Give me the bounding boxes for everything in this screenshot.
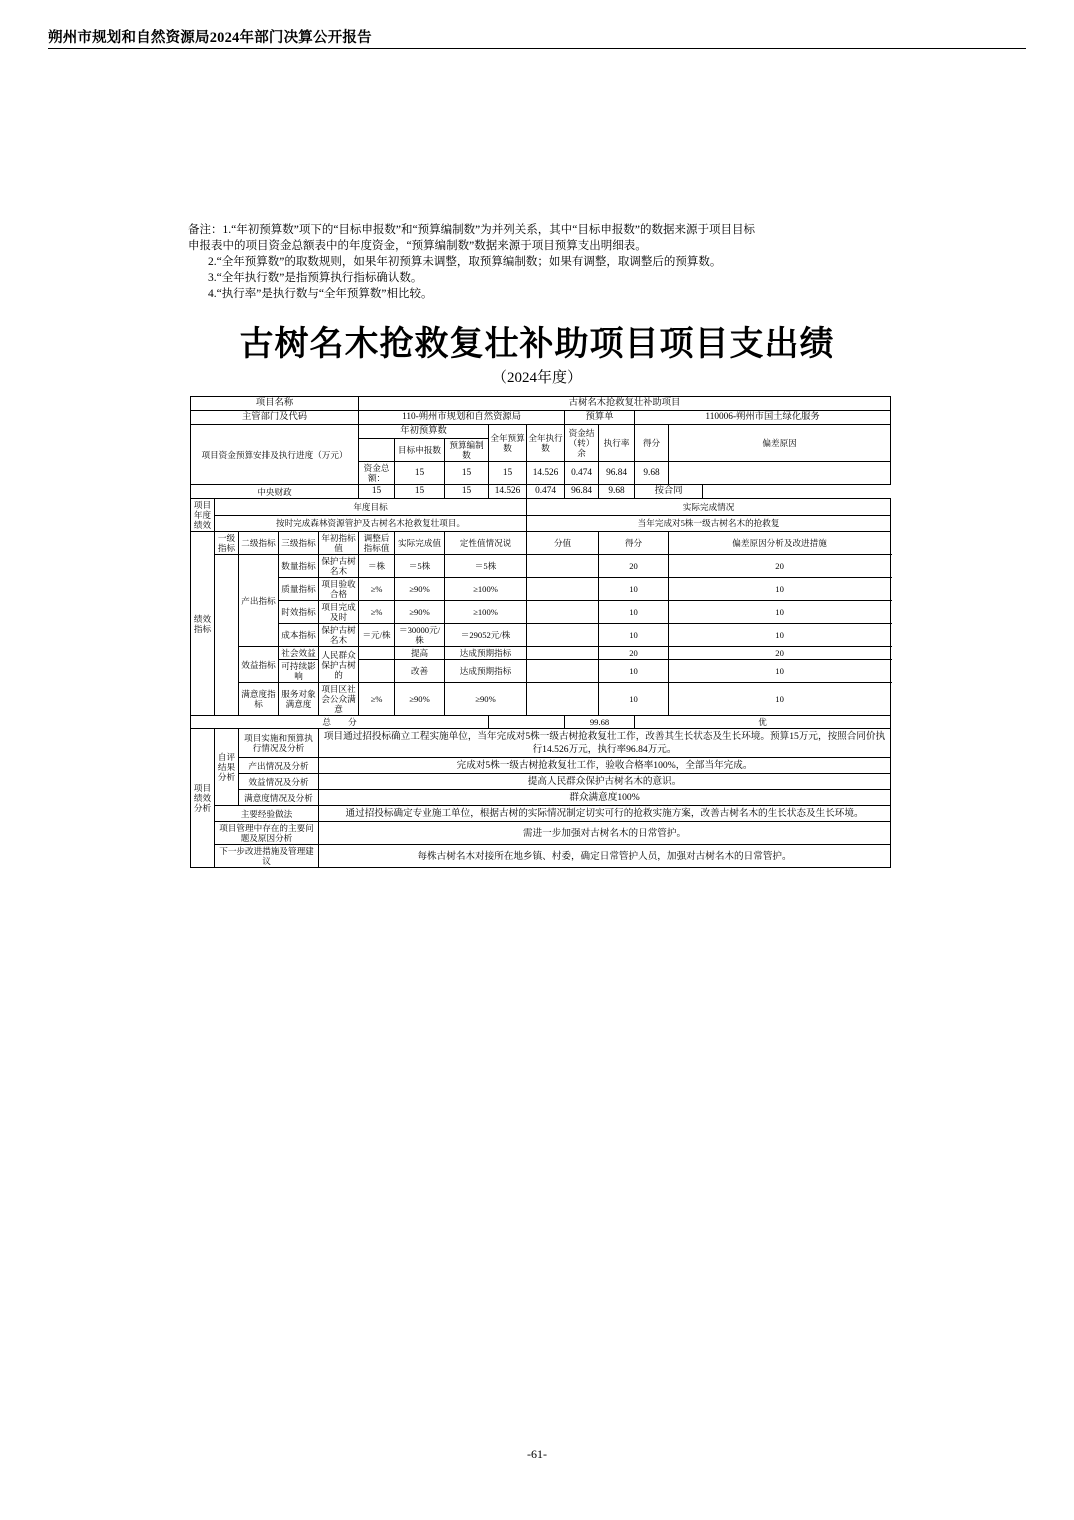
indicator-l3b: 保护古树名木 xyxy=(319,555,359,578)
indicator-v7 xyxy=(527,555,599,578)
indicator-v6: ＝5株 xyxy=(445,555,527,578)
indicator-v6: ≥100% xyxy=(445,601,527,624)
page-subtitle: （2024年度） xyxy=(491,370,582,386)
table-row xyxy=(191,683,891,716)
ind-col3-head: 三级指标 xyxy=(279,532,319,555)
actual-head: 实际完成情况 xyxy=(527,499,891,516)
table-row xyxy=(191,411,891,425)
money-row2-balance: 0.474 xyxy=(527,485,565,499)
money-row-year-budget: 15 xyxy=(489,462,527,485)
indicator-v8: 10 xyxy=(599,624,669,647)
running-header: 朔州市规划和自然资源局2024年部门决算公开报告 xyxy=(48,30,372,46)
indicator-v9: 10 xyxy=(669,624,891,647)
analysis-row-label: 产出情况及分析 xyxy=(239,758,319,774)
money-row2-budget: 15 xyxy=(395,485,445,499)
analysis-row-label: 满意度情况及分析 xyxy=(239,790,319,806)
analysis-row-text: 提高人民群众保护古树名木的意识。 xyxy=(319,774,891,790)
indicator-v8: 10 xyxy=(599,578,669,601)
note-line-1: 备注：1.“年初预算数”项下的“目标申报数”和“预算编制数”为并列关系，其中“目标申报数”的数据来源于项目目标 xyxy=(188,224,755,236)
header-divider xyxy=(48,48,1026,49)
indicator-v7 xyxy=(527,683,599,716)
indicator-v8: 10 xyxy=(599,683,669,716)
indicator-v5: ≥90% xyxy=(395,683,445,716)
indicator-v4 xyxy=(359,647,395,660)
dept-value: 110-朔州市规划和自然资源局 xyxy=(359,411,565,425)
total-score: 99.68 xyxy=(565,716,635,729)
indicator-l3a: 服务对象满意度 xyxy=(279,683,319,716)
indicator-v5: 提高 xyxy=(395,647,445,660)
money-row2-year-exec: 14.526 xyxy=(489,485,527,499)
table-row xyxy=(191,532,891,555)
money-row-score: 9.68 xyxy=(635,462,669,485)
indicator-v6: 达成预期指标 xyxy=(445,660,527,683)
extra-row-text: 每株古树名木对接所在地乡镇、村委，确定日常管护人员，加强对古树名木的日常管护。 xyxy=(319,845,891,868)
indicator-l3a: 可持续影响 xyxy=(279,660,319,683)
indicator-v5: 改善 xyxy=(395,660,445,683)
analysis-row-text: 群众满意度100% xyxy=(319,790,891,806)
money-row2-score: 9.68 xyxy=(599,485,635,499)
money-row2-exec-rate: 96.84 xyxy=(565,485,599,499)
project-name-value: 古树名木抢救复壮补助项目 xyxy=(359,397,891,411)
note-line-2: 申报表中的项目资金总额表中的年度资金，“预算编制数”数据来源于项目预算支出明细表。 xyxy=(188,240,647,252)
ind-col2-head: 二级指标 xyxy=(239,532,279,555)
table-row xyxy=(191,515,891,532)
indicator-v9: 10 xyxy=(669,660,891,683)
indicator-v7 xyxy=(527,647,599,660)
page-title: 古树名木抢救复壮补助项目项目支出绩 xyxy=(239,326,835,363)
ind-col4-head: 年初指标值 xyxy=(319,532,359,555)
dept-label: 主管部门及代码 xyxy=(191,411,359,425)
budget-block-label: 项目资金预算安排及执行进度（万元） xyxy=(191,425,359,485)
money-row-reason xyxy=(669,462,891,485)
indicator-l2: 产出指标 xyxy=(239,555,279,647)
table-row xyxy=(191,716,891,729)
actual-value: 当年完成对5株一级古树名木的抢救复 xyxy=(527,515,891,532)
money-row2-reason: 按合同 xyxy=(635,485,703,499)
extra-row-text: 需进一步加强对古树名木的日常管护。 xyxy=(319,822,891,845)
note-line-5: 4.“执行率”是执行数与“全年预算数”相比较。 xyxy=(208,288,433,300)
score-head: 得分 xyxy=(635,425,669,462)
self-eval-label: 自评结果分析 xyxy=(215,729,239,806)
year-budget-head: 全年预算数 xyxy=(489,425,527,462)
year-begin-head: 年初预算数 xyxy=(359,425,489,439)
indicator-v7 xyxy=(527,624,599,647)
indicator-v7 xyxy=(527,601,599,624)
indicator-v9: 10 xyxy=(669,578,891,601)
table-row xyxy=(191,425,891,439)
note-line-4: 3.“全年执行数”是指预算执行指标确认数。 xyxy=(208,272,423,284)
indicator-l3a: 数量指标 xyxy=(279,555,319,578)
indicator-l3b: 人民群众保护古树的 xyxy=(319,647,359,683)
indicator-l2: 满意度指标 xyxy=(239,683,279,716)
year-goal-head: 年度目标 xyxy=(215,499,527,516)
perf-label: 项目年度绩效 xyxy=(191,499,215,532)
total-grade: 优 xyxy=(635,716,891,729)
money-row2-target: 15 xyxy=(359,485,395,499)
performance-table xyxy=(190,396,891,868)
indicator-l3a: 成本指标 xyxy=(279,624,319,647)
indicator-v6: ≥100% xyxy=(445,578,527,601)
analysis-row-label: 效益情况及分析 xyxy=(239,774,319,790)
table-row xyxy=(191,601,891,624)
indicator-v7 xyxy=(527,660,599,683)
target-apply-head: 目标申报数 xyxy=(395,439,445,462)
total-label: 总 分 xyxy=(191,716,489,729)
money-row2-label: 中央财政 xyxy=(191,485,359,499)
indicator-v5: ＝30000元/株 xyxy=(395,624,445,647)
ind-col5-head: 调整后指标值 xyxy=(359,532,395,555)
indicator-v4 xyxy=(359,660,395,683)
money-row-target: 15 xyxy=(395,462,445,485)
indicator-l1 xyxy=(215,555,239,716)
indicator-v6: 达成预期指标 xyxy=(445,647,527,660)
table-row xyxy=(191,822,891,845)
extra-row-label: 下一步改进措施及管理建议 xyxy=(215,845,319,868)
notes-block xyxy=(188,222,888,302)
table-row xyxy=(191,397,891,411)
indicator-v5: ＝5株 xyxy=(395,555,445,578)
money-row-label: 资金总额： xyxy=(359,462,395,485)
table-row xyxy=(191,485,891,499)
indicator-v4: ≥% xyxy=(359,683,395,716)
indicator-l3b: 保护古树名木 xyxy=(319,624,359,647)
table-row xyxy=(191,729,891,758)
year-goal-value: 按时完成森林资源管护及古树名木抢救复壮项目。 xyxy=(215,515,527,532)
indicator-v6: ≥90% xyxy=(445,683,527,716)
table-row xyxy=(191,499,891,516)
money-row-budget: 15 xyxy=(445,462,489,485)
table-row xyxy=(191,647,891,660)
indicator-v5: ≥90% xyxy=(395,601,445,624)
indicator-v7 xyxy=(527,578,599,601)
ind-col7-head: 定性值情况说 xyxy=(445,532,527,555)
table-row xyxy=(191,758,891,774)
indicator-v8: 10 xyxy=(599,601,669,624)
indicator-l3b: 项目完成及时 xyxy=(319,601,359,624)
money-row-balance: 0.474 xyxy=(565,462,599,485)
ind-col9-head: 得分 xyxy=(599,532,669,555)
table-row xyxy=(191,806,891,822)
analysis-row-label: 项目实施和预算执行情况及分析 xyxy=(239,729,319,758)
year-exec-head: 全年执行数 xyxy=(527,425,565,462)
indicator-v4: ＝株 xyxy=(359,555,395,578)
page-number: -61- xyxy=(527,1447,547,1461)
empty-cell xyxy=(359,439,395,462)
indicator-v4: ≥% xyxy=(359,578,395,601)
indicator-v6: ＝29052元/株 xyxy=(445,624,527,647)
unit-label: 预算单 xyxy=(565,411,635,425)
analysis-row-text: 完成对5株一级古树抢救复壮工作，验收合格率100%，全部当年完成。 xyxy=(319,758,891,774)
table-row xyxy=(191,790,891,806)
ind-col10-head: 偏差原因分析及改进措施 xyxy=(669,532,891,555)
ind-col1-head: 一级指标 xyxy=(215,532,239,555)
table-row xyxy=(191,845,891,868)
deviation-reason-head: 偏差原因 xyxy=(669,425,891,462)
indicator-l3b: 项目区社会公众满意 xyxy=(319,683,359,716)
indicator-l3a: 社会效益 xyxy=(279,647,319,660)
table-row xyxy=(191,624,891,647)
money-row-exec-rate: 96.84 xyxy=(599,462,635,485)
indicator-v8: 20 xyxy=(599,647,669,660)
exec-rate-head: 执行率 xyxy=(599,425,635,462)
extra-row-text: 通过招投标确定专业施工单位，根据古树的实际情况制定切实可行的抢救实施方案，改善古树名木的生长状态及生长环境。 xyxy=(319,806,891,822)
indicator-l3b: 项目验收合格 xyxy=(319,578,359,601)
indicator-l2: 效益指标 xyxy=(239,647,279,683)
indicator-v8: 20 xyxy=(599,555,669,578)
budget-make-head: 预算编制数 xyxy=(445,439,489,462)
analysis-group-label: 项目绩效分析 xyxy=(191,729,215,868)
project-name-label: 项目名称 xyxy=(191,397,359,411)
ind-col6-head: 实际完成值 xyxy=(395,532,445,555)
table-row xyxy=(191,578,891,601)
group-perf-label: 绩效指标 xyxy=(191,532,215,716)
indicator-l3a: 质量指标 xyxy=(279,578,319,601)
total-empty xyxy=(489,716,565,729)
table-row xyxy=(191,774,891,790)
unit-value: 110006-朔州市国土绿化服务 xyxy=(635,411,891,425)
indicator-v9: 20 xyxy=(669,647,891,660)
money-row2-year-budget: 15 xyxy=(445,485,489,499)
extra-row-label: 项目管理中存在的主要问题及原因分析 xyxy=(215,822,319,845)
indicator-l3a: 时效指标 xyxy=(279,601,319,624)
extra-row-label: 主要经验做法 xyxy=(215,806,319,822)
ind-col8-head: 分值 xyxy=(527,532,599,555)
analysis-row-text: 项目通过招投标确立工程实施单位，当年完成对5株一级古树抢救复壮工作，改善其生长状态及生长环境。预算15万元，按照合同价执行14.526万元，执行率96.84万元。 xyxy=(319,729,891,758)
indicator-v8: 10 xyxy=(599,660,669,683)
indicator-v4: ＝元/株 xyxy=(359,624,395,647)
table-row xyxy=(191,555,891,578)
money-row-year-exec: 14.526 xyxy=(527,462,565,485)
indicator-v9: 10 xyxy=(669,683,891,716)
indicator-v4: ≥% xyxy=(359,601,395,624)
note-line-3: 2.“全年预算数”的取数规则，如果年初预算未调整，取预算编制数；如果有调整，取调整后的预算数。 xyxy=(208,256,722,268)
indicator-v9: 20 xyxy=(669,555,891,578)
indicator-v9: 10 xyxy=(669,601,891,624)
balance-head: 资金结（转）余 xyxy=(565,425,599,462)
table-row xyxy=(191,660,891,683)
indicator-v5: ≥90% xyxy=(395,578,445,601)
